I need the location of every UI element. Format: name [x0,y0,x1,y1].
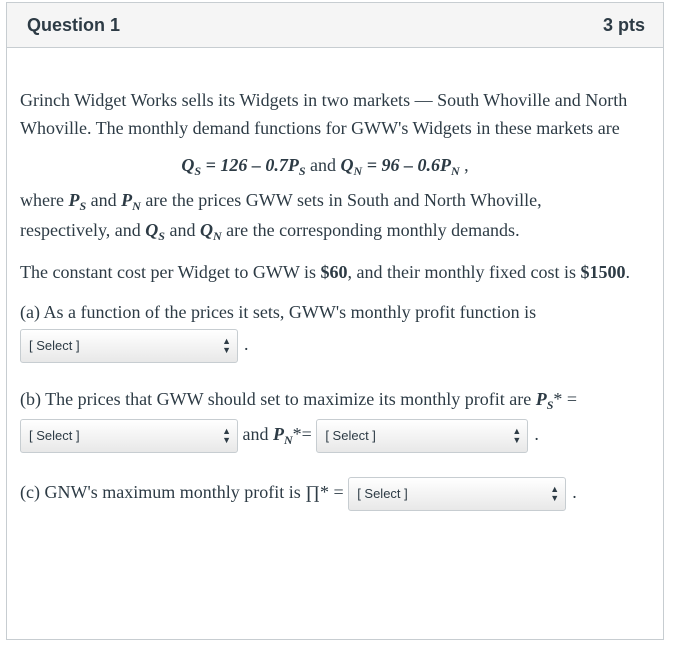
part-b-pn-select[interactable]: [ Select ] ▲ ▼ [316,419,528,453]
select-arrows-icon: ▲ ▼ [512,426,522,445]
part-b-ps-select[interactable]: [ Select ] ▲ ▼ [20,419,238,453]
question-title: Question 1 [27,15,121,35]
part-c-text: (c) GNW's maximum monthly profit is ∏* = [20,482,344,503]
cost-text: The constant cost per Widget to GWW is $60, and their monthly fixed cost is $1500. [20,262,631,282]
part-b-answer: [ Select ] ▲ ▼ and $P_N*=$ [ Select ] ▲ ▼ . [20,419,630,453]
question-points: 3 pts [602,15,645,35]
unit-cost: $60 [320,262,348,282]
part-a-answer: [ Select ] ▲ ▼ . [20,329,630,363]
question-body [20,86,630,511]
part-a-select[interactable]: [ Select ] ▲ ▼ [20,329,238,363]
part-c: (c) GNW's maximum monthly profit is ∏* = [ Select ] ▲ ▼ . [20,477,630,511]
demand-formula: $Q_S = 126 - 0.7P_S$ and $Q_N = 96 - 0.6P_N$ , [181,155,469,178]
select-arrows-icon: ▲ ▼ [222,336,231,355]
question-header [7,3,663,48]
intro-text: Grinch Widget Works sells its Widgets in two markets — South Whoville and North Whoville. The monthly demand functions for GWW's Widgets in these markets are [20,90,628,138]
fixed-cost: $1500 [580,262,626,282]
where-text: where $P_S$ and $P_N$ are the prices GWW sets in South and North Whoville, respectively, and $Q_S$ and $Q_N$ are the corresponding monthly demands. [20,190,542,243]
part-c-select[interactable]: [ Select ] ▲ ▼ [348,477,566,511]
select-arrows-icon: ▲ ▼ [550,484,560,503]
select-arrows-icon: ▲ ▼ [222,426,231,445]
part-a-text: (a) As a function of the prices it sets, GWW's monthly profit function is [20,302,537,322]
part-b-text: (b) The prices that GWW should set to maximize its monthly profit are $P_S*$ = [20,389,578,412]
